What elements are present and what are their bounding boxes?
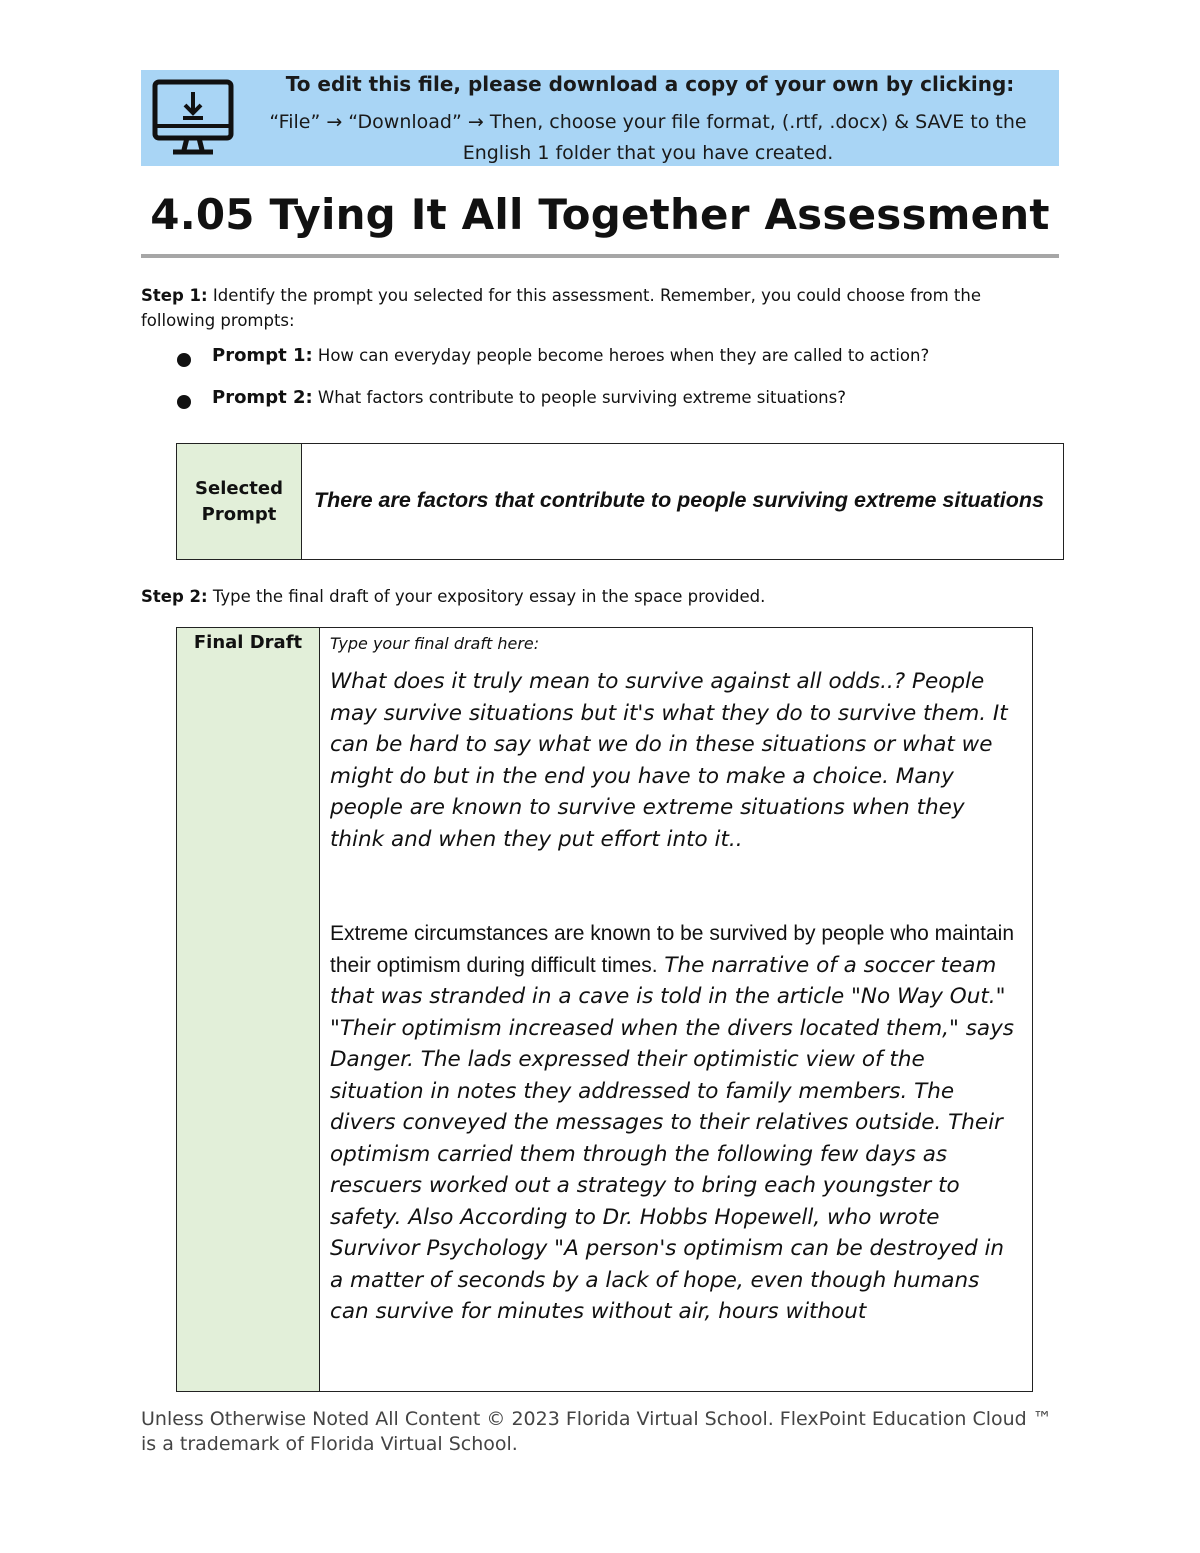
selected-prompt-label (177, 444, 302, 560)
essay-text[interactable] (330, 666, 1022, 1328)
essay-paragraph-2 (330, 918, 1022, 1328)
essay-paragraph-1: What does it truly mean to survive against all odds..? People may survive situations but it's what they do to survive them. It can be hard to say what we do in these situations or what we might do but in the end you have to make a choice. Many people are known to survive extreme situations when they think and when they put effort into it.. (330, 669, 1008, 852)
selected-prompt-label-line1: Selected (195, 477, 283, 499)
copyright-footer: Unless Otherwise Noted All Content © 2023 Florida Virtual School. FlexPoint Education Cloud ™ is a trademark of Florida Virtual School. (141, 1408, 1052, 1455)
download-monitor-icon (149, 76, 239, 162)
selected-prompt-table (176, 443, 1064, 560)
final-draft-table (176, 627, 1033, 1392)
prompt-1-text: How can everyday people become heroes when they are called to action? (317, 346, 930, 365)
final-draft-field[interactable] (320, 628, 1033, 1392)
prompt-2-label: Prompt 2: (212, 387, 313, 408)
step1-instructions (141, 283, 1041, 333)
page-title: 4.05 Tying It All Together Assessment (150, 190, 1050, 239)
banner-heading: To edit this file, please download a copy of your own by clicking: (285, 72, 1015, 96)
download-instructions-banner (141, 70, 1059, 166)
step1-label: Step 1: (141, 286, 208, 305)
banner-instruction: “File” → “Download” → Then, choose your file format, (.rtf, .docx) & SAVE to the English 1 folder that you have created. (269, 111, 1027, 164)
step2-label: Step 2: (141, 587, 208, 606)
prompt-1-label: Prompt 1: (212, 345, 313, 366)
bullet-icon (177, 395, 191, 409)
step2-instructions (141, 587, 765, 606)
essay-paragraph-2-plain: Extreme circumstances are known to be survived by people who maintain their optimism during difficult times. (330, 922, 1014, 977)
step2-text: Type the final draft of your expository essay in the space provided. (212, 587, 766, 606)
title-divider (141, 254, 1059, 258)
selected-prompt-label-line2: Prompt (201, 503, 277, 525)
prompt-2-text: What factors contribute to people surviving extreme situations? (317, 388, 846, 407)
essay-paragraph-2-italic: The narrative of a soccer team that was stranded in a cave is told in the article "No Way Out." "Their optimism increased when the divers located them," says Danger. The lads expressed their optimistic view of the situation in notes they addressed to family members. The divers conveyed the messages to their relatives outside. Their optimism carried them through the following few days as rescuers worked out a strategy to bring each youngster to safety. Also According to Dr. Hobbs Hopewell, who wrote Survivor Psychology "A person's optimism can be destroyed in a matter of seconds by a lack of hope, even though humans can survive for minutes without air, hours without (330, 952, 1015, 1324)
final-draft-label: Final Draft (177, 628, 320, 1392)
step1-text: Identify the prompt you selected for this assessment. Remember, you could choose from the following prompts: (141, 286, 981, 330)
bullet-icon (177, 353, 191, 367)
final-draft-hint: Type your final draft here: (330, 634, 540, 653)
selected-prompt-field[interactable]: There are factors that contribute to people surviving extreme situations (302, 444, 1064, 560)
